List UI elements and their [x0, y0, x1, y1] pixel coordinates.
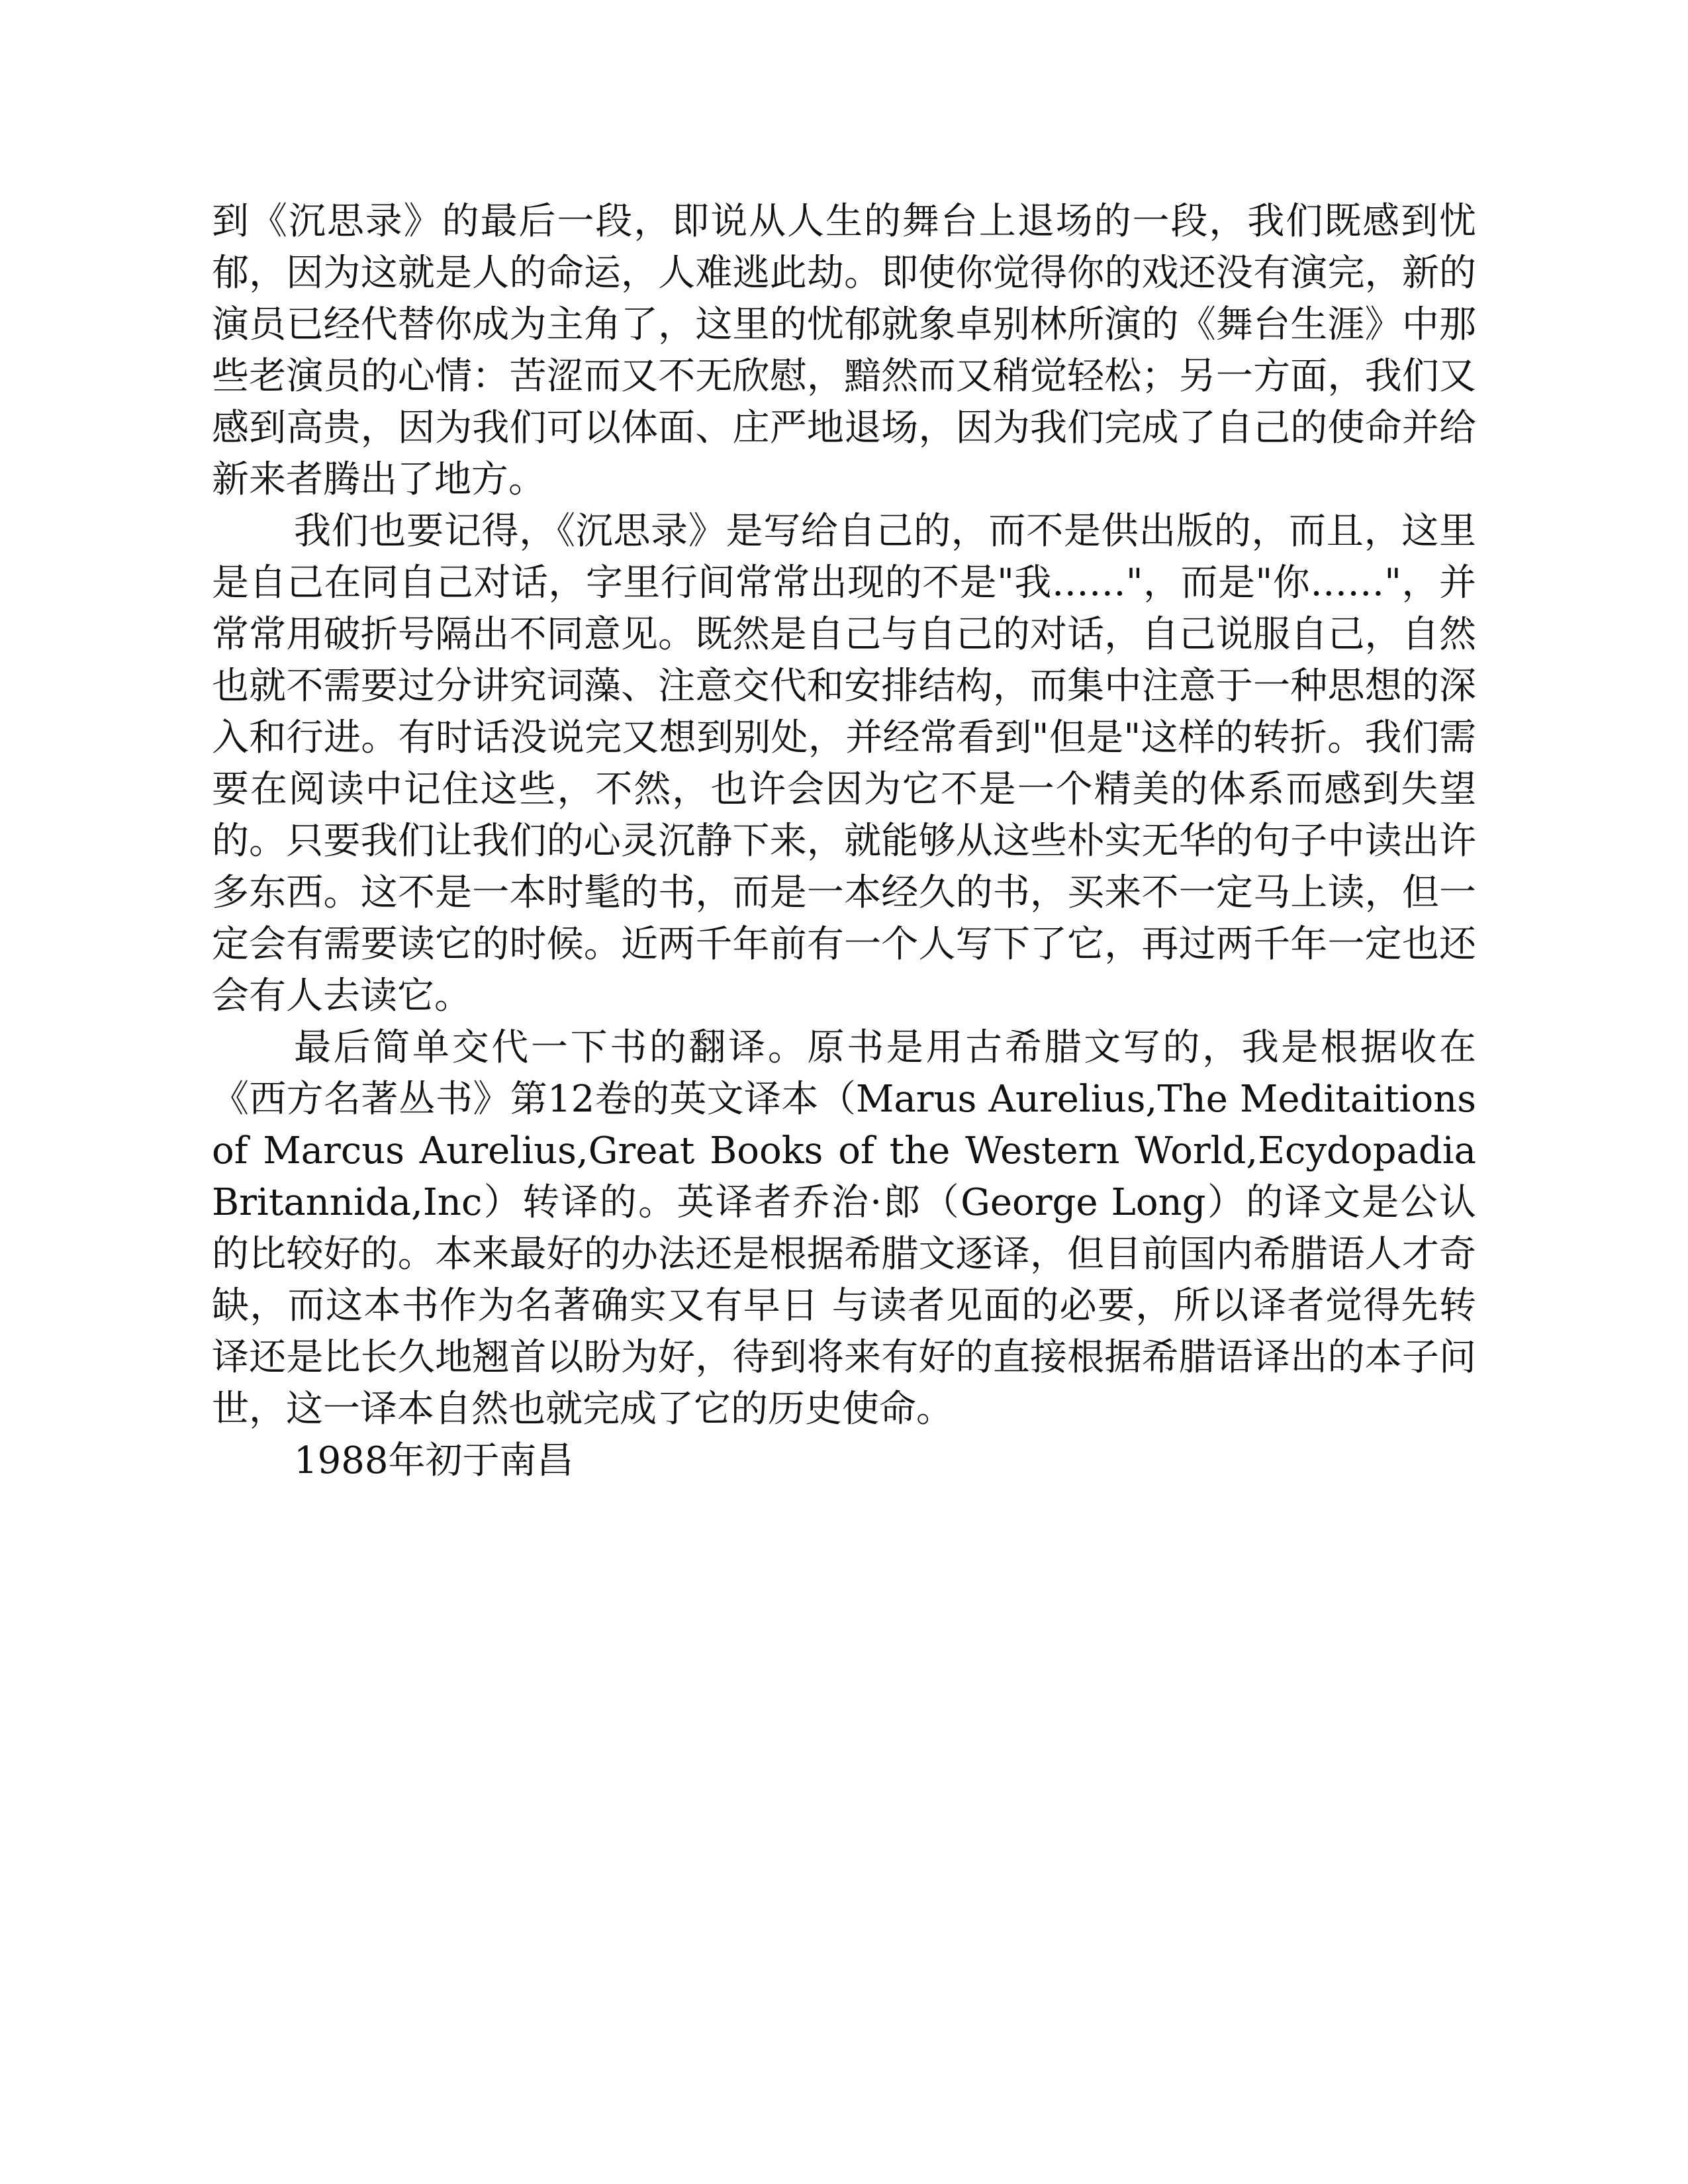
paragraph-dialogue-with-self: 我们也要记得，《沉思录》是写给自己的，而不是供出版的，而且，这里是自己在同自己对话，字里行间常常出现的不是"我……"，而是"你……"，并常常用破折号隔出不同意见。既然是自己与自己的对话，自己说服自己，自然也就不需要过分讲究词藻、注意交代和安排结构，而集中注意于一种思想的深入和行进。有时话没说完又想到别处，并经常看到"但是"这样的转折。我们需要在阅读中记住这些，不然，也许会因为它不是一个精美的体系而感到失望的。只要我们让我们的心灵沉静下来，就能够从这些朴实无华的句子中读出许多东西。这不是一本时髦的书，而是一本经久的书，买来不一定马上读，但一定会有需要读它的时候。近两千年前有一个人写下了它，再过两千年一定也还会有人去读它。: [212, 510, 1476, 1018]
body-text: [212, 196, 1476, 1487]
paragraph-continuation: 到《沉思录》的最后一段，即说从人生的舞台上退场的一段，我们既感到忧郁，因为这就是人的命运，人难逃此劫。即使你觉得你的戏还没有演完，新的演员已经代替你成为主角了，这里的忧郁就象卓别林所演的《舞台生涯》中那些老演员的心情：苦涩而又不无欣慰，黯然而又稍觉轻松；另一方面，我们又感到高贵，因为我们可以体面、庄严地退场，因为我们完成了自己的使命并给新来者腾出了地方。: [212, 200, 1476, 501]
date-place-signature: 1988年初于南昌: [294, 1439, 574, 1482]
paragraph-translation-note: 最后简单交代一下书的翻译。原书是用古希腊文写的，我是根据收在《西方名著丛书》第12卷的英文译本（Marus Aurelius,The Meditaitions of Marcus Aurelius,Great Books of the Western World,Ecydopadia Britannida,Inc）转译的。英译者乔治·郎（George Long）的译文是公认的比较好的。本来最好的办法还是根据希腊文逐译，但目前国内希腊语人才奇缺，而这本书作为名著确实又有早日 与读者见面的必要，所以译者觉得先转译还是比长久地翘首以盼为好，待到将来有好的直接根据希腊语译出的本子问世，这一译本自然也就完成了它的历史使命。: [212, 1026, 1476, 1431]
